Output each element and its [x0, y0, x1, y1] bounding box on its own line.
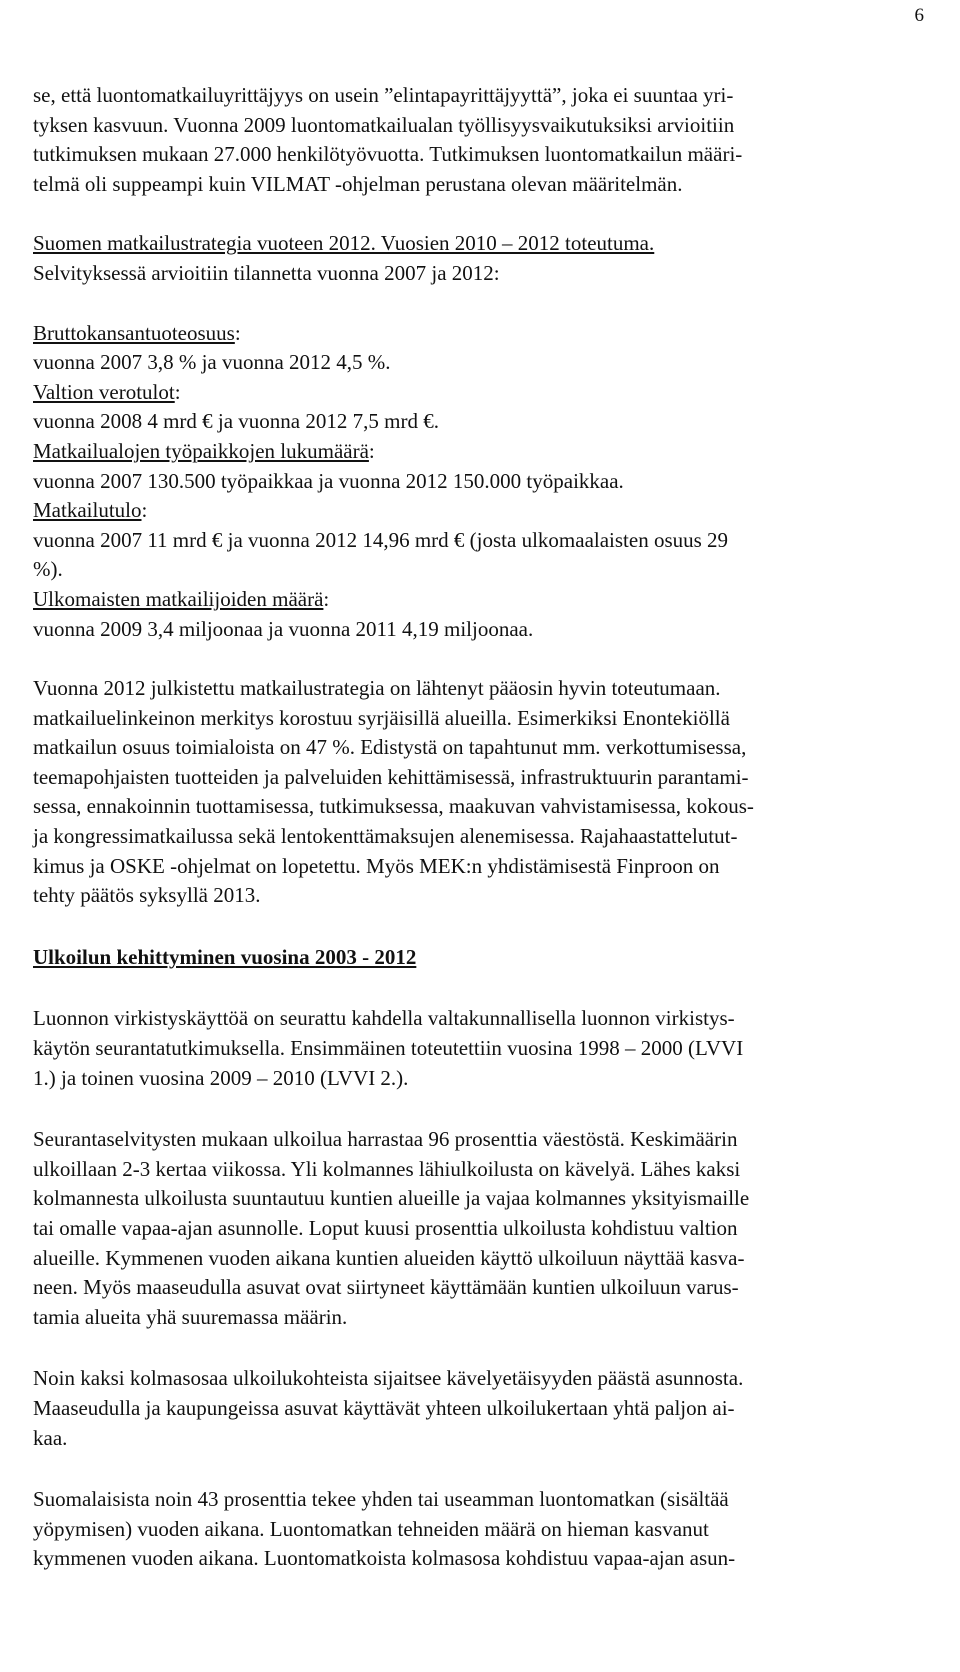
strategy-intro: Selvityksessä arvioitiin tilannetta vuonna 2007 ja 2012:	[33, 260, 500, 285]
indicator-label-line	[33, 585, 923, 615]
text-line: yöpymisen) vuoden aikana. Luontomatkan tehneiden määrä on hieman kasvanut	[33, 1516, 709, 1541]
indicator-label: Bruttokansantuoteosuus	[33, 320, 235, 345]
text-line: Maaseudulla ja kaupungeissa asuvat käyttävät yhteen ulkoilukertaan yhtä paljon ai-	[33, 1395, 735, 1420]
text-line: 1.) ja toinen vuosina 2009 – 2010 (LVVI 2.).	[33, 1065, 409, 1090]
text-line: kaa.	[33, 1425, 68, 1450]
indicator-label: Matkailutulo	[33, 498, 142, 523]
section-heading: Ulkoilun kehittyminen vuosina 2003 - 2012	[33, 944, 417, 969]
indicator-label-line	[33, 378, 923, 408]
indicator-tax-revenue	[33, 378, 923, 437]
text-line: kymmenen vuoden aikana. Luontomatkoista kolmasosa kohdistuu vapaa-ajan asun-	[33, 1546, 736, 1571]
text-line: kimus ja OSKE -ohjelmat on lopetettu. Myös MEK:n yhdistämisestä Finproon on	[33, 853, 720, 878]
text-line: telmä oli suppeampi kuin VILMAT -ohjelman perustana olevan määritelmän.	[33, 171, 683, 196]
indicator-label-line	[33, 437, 923, 467]
section-heading-block	[33, 943, 923, 973]
text-line: matkailuelinkeinon merkitys korostuu syrjäisillä alueilla. Esimerkiksi Enontekiöllä	[33, 705, 730, 730]
indicator-tourism-income	[33, 496, 923, 585]
strategy-title: Suomen matkailustrategia vuoteen 2012. Vuosien 2010 – 2012 toteutuma.	[33, 231, 655, 256]
text-line: tehty päätös syksyllä 2013.	[33, 883, 261, 908]
text-line: Vuonna 2012 julkistettu matkailustrategia on lähtenyt pääosin hyvin toteutumaan.	[33, 676, 721, 701]
indicator-colon: :	[368, 438, 375, 463]
indicator-list	[33, 319, 923, 645]
text-line: Noin kaksi kolmasosaa ulkoilukohteista sijaitsee kävelyetäisyyden päästä asunnosta.	[33, 1366, 744, 1391]
indicator-label: Valtion verotulot	[33, 379, 175, 404]
indicator-label-line	[33, 319, 923, 349]
indicator-colon: :	[174, 379, 181, 404]
indicator-value: vuonna 2007 3,8 % ja vuonna 2012 4,5 %.	[33, 350, 391, 375]
page-number: 6	[914, 5, 924, 26]
text-line: se, että luontomatkailuyrittäjyys on usein ”elintapayrittäjyyttä”, joka ei suuntaa yri-	[33, 83, 734, 107]
indicator-jobs	[33, 437, 923, 496]
text-line: käytön seurantatutkimuksella. Ensimmäinen toteutettiin vuosina 1998 – 2000 (LVVI	[33, 1036, 744, 1061]
indicator-value: vuonna 2007 130.500 työpaikkaa ja vuonna 2012 150.000 työpaikkaa.	[33, 468, 624, 493]
indicator-value: %).	[33, 557, 63, 582]
paragraph-walking-distance	[33, 1364, 923, 1453]
text-line: sessa, ennakoinnin tuottamisessa, tutkimuksessa, maakuvan vahvistamisessa, kokous-	[33, 794, 754, 819]
text-line: matkailun osuus toimialoista on 47 %. Edistystä on tapahtunut mm. verkottumisessa,	[33, 735, 747, 760]
text-line: ja kongressimatkailussa sekä lentokenttämaksujen alenemisessa. Rajahaastattelutut-	[33, 824, 738, 849]
paragraph-outdoor-stats	[33, 1125, 923, 1332]
indicator-label: Ulkomaisten matkailijoiden määrä	[33, 586, 324, 611]
indicator-colon: :	[323, 586, 330, 611]
text-line: Seurantaselvitysten mukaan ulkoilua harrastaa 96 prosenttia väestöstä. Keskimäärin	[33, 1127, 738, 1152]
text-line: kolmannesta ulkoilusta suuntautuu kuntien alueille ja vajaa kolmannes yksityismaille	[33, 1186, 750, 1211]
indicator-foreign-visitors	[33, 585, 923, 644]
indicator-value: vuonna 2009 3,4 miljoonaa ja vuonna 2011 4,19 miljoonaa.	[33, 616, 534, 641]
paragraph-employment	[33, 81, 923, 199]
paragraph-monitoring	[33, 1004, 923, 1093]
text-line: tamia alueita yhä suuremassa määrin.	[33, 1304, 348, 1329]
text-line: alueille. Kymmenen vuoden aikana kuntien alueiden käyttö ulkoiluun näyttää kasva-	[33, 1245, 745, 1270]
document-body	[33, 81, 923, 1574]
text-line: ulkoillaan 2-3 kertaa viikossa. Yli kolmannes lähiulkoilusta on kävelyä. Lähes kaksi	[33, 1156, 741, 1181]
text-line: Luonnon virkistyskäyttöä on seurattu kahdella valtakunnallisella luonnon virkistys-	[33, 1006, 735, 1031]
text-line: tai omalle vapaa-ajan asunnolle. Loput kuusi prosenttia ulkoilusta kohdistuu valtion	[33, 1216, 738, 1240]
text-line: teemapohjaisten tuotteiden ja palveluiden kehittämisessä, infrastruktuurin parantami-	[33, 764, 749, 789]
indicator-label: Matkailualojen työpaikkojen lukumäärä	[33, 438, 369, 463]
text-line: Suomalaisista noin 43 prosenttia tekee yhden tai useamman luontomatkan (sisältää	[33, 1487, 729, 1512]
indicator-colon: :	[234, 320, 241, 345]
strategy-block	[33, 229, 923, 288]
text-line: neen. Myös maaseudulla asuvat ovat siirtyneet käyttämään kuntien ulkoiluun varus-	[33, 1275, 739, 1300]
text-line: tutkimuksen mukaan 27.000 henkilötyövuotta. Tutkimuksen luontomatkailun määri-	[33, 142, 743, 167]
indicator-label-line	[33, 496, 923, 526]
indicator-value: vuonna 2007 11 mrd € ja vuonna 2012 14,96 mrd € (josta ulkomaalaisten osuus 29	[33, 527, 729, 552]
paragraph-nature-trips	[33, 1485, 923, 1574]
indicator-value: vuonna 2008 4 mrd € ja vuonna 2012 7,5 mrd €.	[33, 409, 439, 434]
indicator-gdp-share	[33, 319, 923, 378]
indicator-colon: :	[141, 498, 148, 523]
paragraph-strategy-progress	[33, 674, 923, 911]
text-line: tyksen kasvuun. Vuonna 2009 luontomatkailualan työllisyysvaikutuksiksi arvioitiin	[33, 112, 735, 137]
